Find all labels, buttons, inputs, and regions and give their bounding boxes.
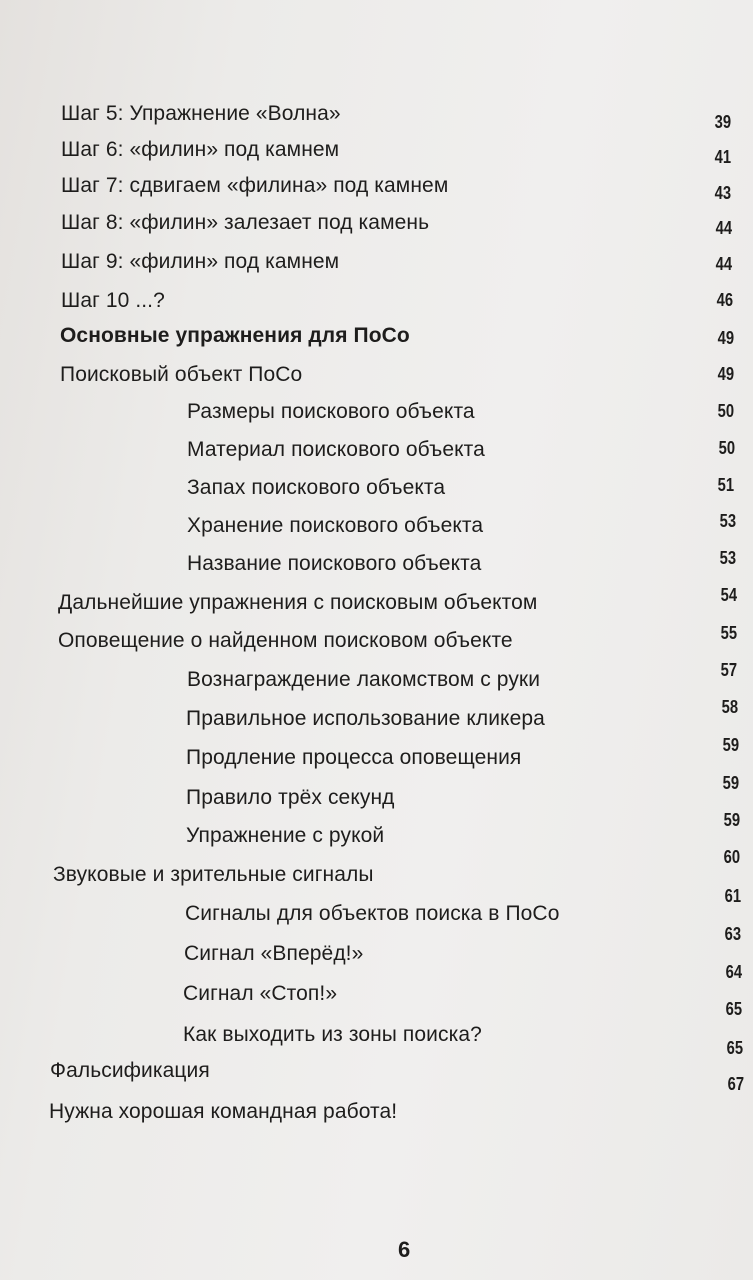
- toc-entry: [0, 474, 753, 514]
- toc-entry-title: Шаг 6: «филин» под камнем: [61, 138, 340, 161]
- toc-entry-page: 53: [719, 511, 736, 531]
- toc-entry: [0, 773, 753, 824]
- toc-entry-title: Основные упражнения для ПоСо: [60, 324, 410, 347]
- toc-entry-page: 43: [714, 183, 731, 203]
- toc-entry: [0, 999, 753, 1061]
- toc-entry: [0, 660, 753, 706]
- toc-entry-page: 63: [724, 924, 741, 944]
- toc-entry: [0, 1038, 753, 1097]
- toc-entry-title: Сигналы для объектов поиска в ПоСо: [185, 902, 560, 925]
- toc-entry: [0, 886, 753, 940]
- toc-entry-title: Шаг 7: сдвигаем «филина» под камнем: [61, 174, 449, 197]
- toc-entry-page: 65: [725, 999, 742, 1019]
- toc-entry: [0, 248, 753, 288]
- toc-entry-page: 59: [723, 810, 740, 830]
- toc-entry-page: 64: [725, 962, 742, 982]
- toc-entry-page: 55: [720, 623, 737, 643]
- toc-entry-title: Запах поискового объекта: [187, 476, 446, 499]
- toc-entry-title: Материал поискового объекта: [187, 438, 485, 461]
- toc-entry: [0, 847, 753, 901]
- toc-entry-title: Поисковый объект ПоСо: [60, 363, 303, 386]
- toc-entry-page: 53: [719, 548, 736, 568]
- toc-entry-page: 39: [714, 112, 731, 132]
- toc-entry: [0, 136, 753, 176]
- toc-entry: [0, 361, 753, 401]
- toc-entry-title: Размеры поискового объекта: [187, 400, 475, 423]
- toc-entry-page: 57: [720, 660, 737, 680]
- toc-entry-page: 58: [721, 697, 738, 717]
- toc-entry: [0, 1074, 753, 1138]
- toc-entry-title: Продление процесса оповещения: [186, 746, 522, 769]
- toc-entry-title: Шаг 5: Упражнение «Волна»: [61, 102, 341, 125]
- toc-entry: [0, 100, 753, 140]
- toc-entry-page: 60: [723, 847, 740, 867]
- toc-entry-page: 59: [722, 735, 739, 755]
- toc-entry: [0, 287, 753, 327]
- toc-entry: [0, 810, 753, 862]
- toc-entry-page: 44: [715, 254, 732, 274]
- toc-entry: [0, 962, 753, 1020]
- toc-entry-page: 51: [717, 475, 734, 495]
- toc-entry: [0, 172, 753, 212]
- toc-entry-title: Правильное использование кликера: [186, 707, 545, 730]
- toc-entry-title: Оповещение о найденном поисковом объекте: [58, 629, 513, 652]
- toc-entry: [0, 924, 753, 980]
- toc-entry: [0, 585, 753, 629]
- toc-entry-title: Вознаграждение лакомством с руки: [187, 668, 541, 691]
- toc-entry-title: Шаг 9: «филин» под камнем: [61, 250, 340, 273]
- toc-entry: [0, 398, 753, 438]
- toc-entry-title: Фальсификация: [50, 1059, 210, 1082]
- toc-entry-page: 44: [715, 218, 732, 238]
- toc-entry: [0, 550, 753, 590]
- toc-entry: [0, 623, 753, 667]
- toc-entry-title: Сигнал «Вперёд!»: [184, 942, 364, 965]
- toc-entry: [0, 735, 753, 784]
- toc-entry-page: 50: [717, 401, 734, 421]
- toc-entry: [0, 436, 753, 476]
- toc-entry-title: Шаг 8: «филин» залезает под камень: [61, 211, 430, 234]
- toc-entry-title: Шаг 10 ...?: [61, 289, 165, 312]
- toc-entry-title: Нужна хорошая командная работа!: [49, 1100, 398, 1123]
- toc-entry-page: 49: [717, 364, 734, 384]
- toc-entry-page: 50: [718, 438, 735, 458]
- toc-entry-page: 61: [724, 886, 741, 906]
- toc-entry-page: 59: [722, 773, 739, 793]
- toc-entry-page: 49: [717, 328, 734, 348]
- toc-entry: [0, 322, 753, 362]
- toc-entry-page: 67: [727, 1074, 744, 1094]
- toc-entry-page: 41: [714, 147, 731, 167]
- toc-entry-title: Сигнал «Стоп!»: [183, 982, 338, 1005]
- toc-entry: [0, 209, 753, 249]
- page-number: 6: [398, 1237, 411, 1262]
- toc-entry-title: Правило трёх секунд: [186, 786, 395, 809]
- toc-entry: [0, 512, 753, 552]
- toc-entry-title: Хранение поискового объекта: [187, 514, 484, 537]
- toc-entry: [0, 697, 753, 745]
- toc-entry-page: 54: [720, 585, 737, 605]
- toc-entry-page: 65: [726, 1038, 743, 1058]
- toc-entry-title: Дальнейшие упражнения с поисковым объектом: [58, 591, 538, 614]
- toc-entry-title: Упражнение с рукой: [186, 824, 385, 847]
- toc-entry-title: Звуковые и зрительные сигналы: [53, 863, 374, 886]
- toc-entry-title: Название поискового объекта: [187, 552, 482, 575]
- toc-entry-title: Как выходить из зоны поиска?: [183, 1023, 482, 1046]
- toc-entry-page: 46: [716, 290, 733, 310]
